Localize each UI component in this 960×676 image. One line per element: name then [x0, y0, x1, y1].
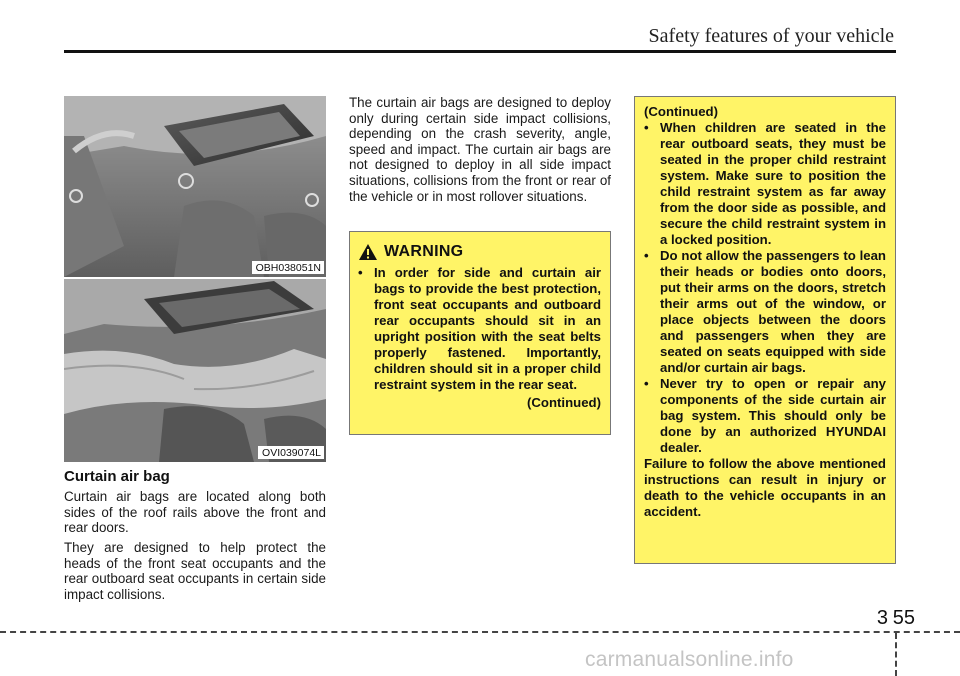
warning-bullet: [358, 265, 601, 393]
page-header-title: Safety features of your vehicle: [648, 25, 894, 47]
paragraph: They are designed to help protect the heads of the front seat occupants and the rear outboard seat occupants in certain side impact collisions.: [64, 540, 326, 602]
continued-heading: (Continued): [644, 104, 718, 119]
figure-code: OVI039074L: [258, 446, 324, 459]
continued-warning-box: [634, 96, 896, 564]
section-heading: Curtain air bag: [64, 468, 170, 485]
paragraph: The curtain air bags are designed to deploy only during certain side impact collisions, depending on the crash severity, angle, speed and impact. The curtain air bags are not designed to deploy in all side impact situations, collisions from the front or rear of the vehicle or in most rollover situations.: [349, 95, 611, 204]
continued-bullet: [644, 120, 886, 248]
continued-bullet: [644, 248, 886, 376]
continued-bullet-text: Do not allow the passengers to lean their heads or bodies onto doors, put their arms on the doors, stretch their arms out of the window, or place objects between the doors and passengers when they are seated on seats equipped with side and/or curtain air bags.: [660, 248, 886, 375]
continued-bullet-text: When children are seated in the rear outboard seats, they must be seated in the proper child restraint system. Make sure to position the child restraint system as far away from the door side as possible, and secure the child restraint system in a locked position.: [660, 120, 886, 247]
warning-bullet-text: In order for side and curtain air bags to provide the best protection, front seat occupants and outboard rear occupants should sit in an upright position with the seat belts properly fastened. Importantly, children should sit in a proper child restraint system in the rear seat.: [374, 265, 601, 392]
bullet-dot: •: [358, 265, 363, 280]
section-number: 3: [876, 607, 888, 629]
figure-code: OBH038051N: [252, 261, 324, 274]
warning-box: [349, 231, 611, 435]
header-rule: [64, 50, 896, 53]
footer-divider: [895, 633, 897, 676]
bullet-dot: •: [644, 376, 649, 391]
warning-triangle-icon: [358, 243, 378, 261]
continued-label: (Continued): [527, 395, 601, 410]
bullet-dot: •: [644, 120, 649, 135]
page-number: 55: [892, 607, 915, 629]
figure-curtain-airbag-top: [64, 96, 326, 277]
footer-rule: [0, 631, 960, 633]
watermark: carmanualsonline.info: [585, 648, 794, 671]
figure-curtain-airbag-deployed: [64, 279, 326, 462]
paragraph: Curtain air bags are located along both sides of the roof rails above the front and rear doors.: [64, 489, 326, 536]
continued-bullet: [644, 376, 886, 456]
car-interior-illustration-top: [64, 96, 326, 277]
warning-header: [358, 243, 601, 261]
bullet-dot: •: [644, 248, 649, 263]
closing-paragraph: Failure to follow the above mentioned instructions can result in injury or death to the vehicle occupants in an accident.: [644, 456, 886, 519]
warning-title: WARNING: [384, 243, 464, 260]
car-interior-illustration-bottom: [64, 279, 326, 462]
continued-bullet-text: Never try to open or repair any components of the side curtain air bag system. This should only be done by an authorized HYUNDAI dealer.: [660, 376, 886, 455]
